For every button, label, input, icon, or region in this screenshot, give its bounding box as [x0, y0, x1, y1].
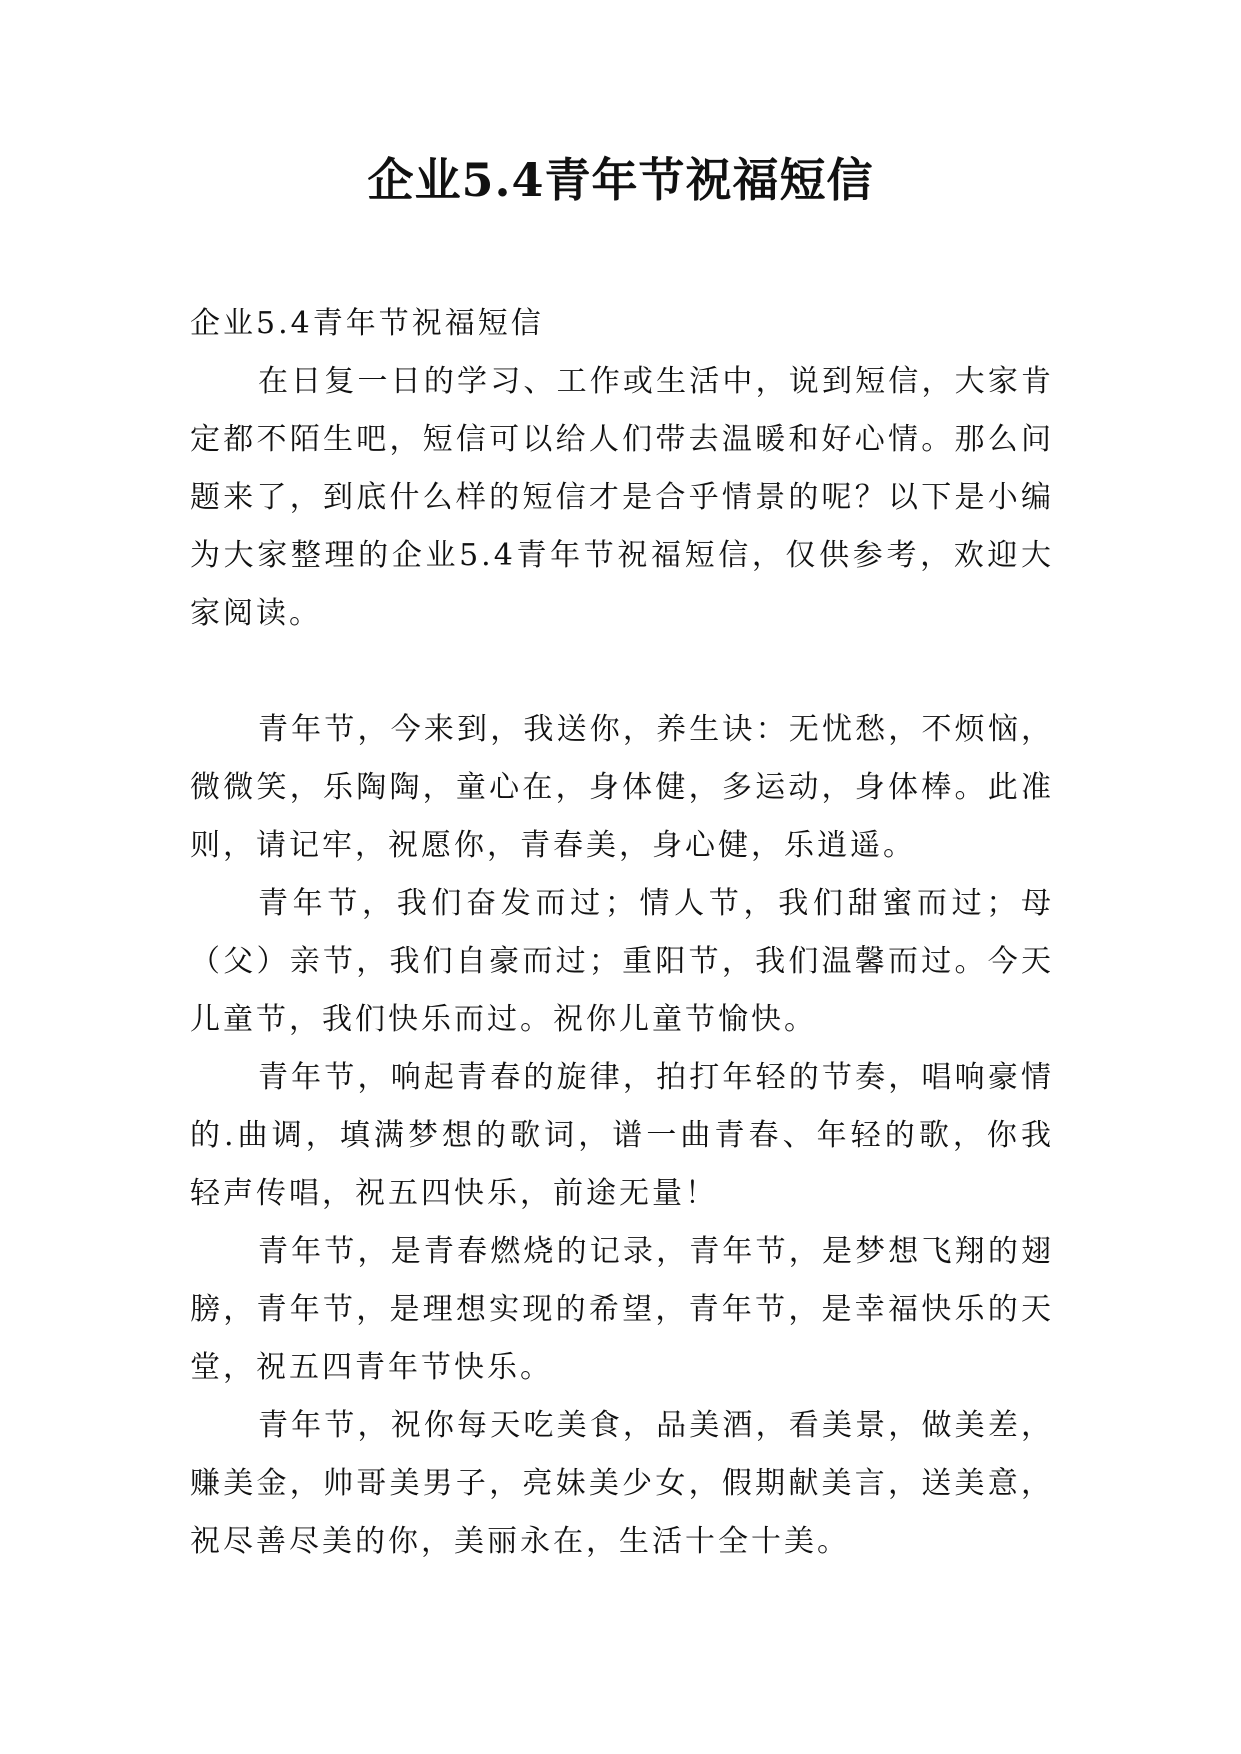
- document-body: [190, 295, 1054, 1571]
- paragraph-spacer: [190, 643, 1054, 701]
- message-paragraph-1: 青年节，今来到，我送你，养生诀：无忧愁，不烦恼，微微笑，乐陶陶，童心在，身体健，多运动，身体棒。此准则，请记牢，祝愿你，青春美，身心健，乐逍遥。: [190, 712, 1054, 863]
- message-paragraph-5: 青年节，祝你每天吃美食，品美酒，看美景，做美差，赚美金，帅哥美男子，亮妹美少女，假期献美言，送美意，祝尽善尽美的你，美丽永在，生活十全十美。: [190, 1408, 1054, 1559]
- intro-paragraph: 在日复一日的学习、工作或生活中，说到短信，大家肯定都不陌生吧，短信可以给人们带去温暖和好心情。那么问题来了，到底什么样的短信才是合乎情景的呢？以下是小编为大家整理的企业5.4青年节祝福短信，仅供参考，欢迎大家阅读。: [190, 364, 1054, 631]
- document-title: 企业5.4青年节祝福短信: [367, 153, 874, 207]
- document-subtitle: 企业5.4青年节祝福短信: [190, 306, 544, 341]
- message-paragraph-3: 青年节，响起青春的旋律，拍打年轻的节奏，唱响豪情的.曲调，填满梦想的歌词，谱一曲青春、年轻的歌，你我轻声传唱，祝五四快乐，前途无量！: [190, 1060, 1054, 1211]
- message-paragraph-2: 青年节，我们奋发而过；情人节，我们甜蜜而过；母（父）亲节，我们自豪而过；重阳节，我们温馨而过。今天儿童节，我们快乐而过。祝你儿童节愉快。: [190, 886, 1054, 1037]
- message-paragraph-4: 青年节，是青春燃烧的记录，青年节，是梦想飞翔的翅膀，青年节，是理想实现的希望，青年节，是幸福快乐的天堂，祝五四青年节快乐。: [190, 1234, 1054, 1385]
